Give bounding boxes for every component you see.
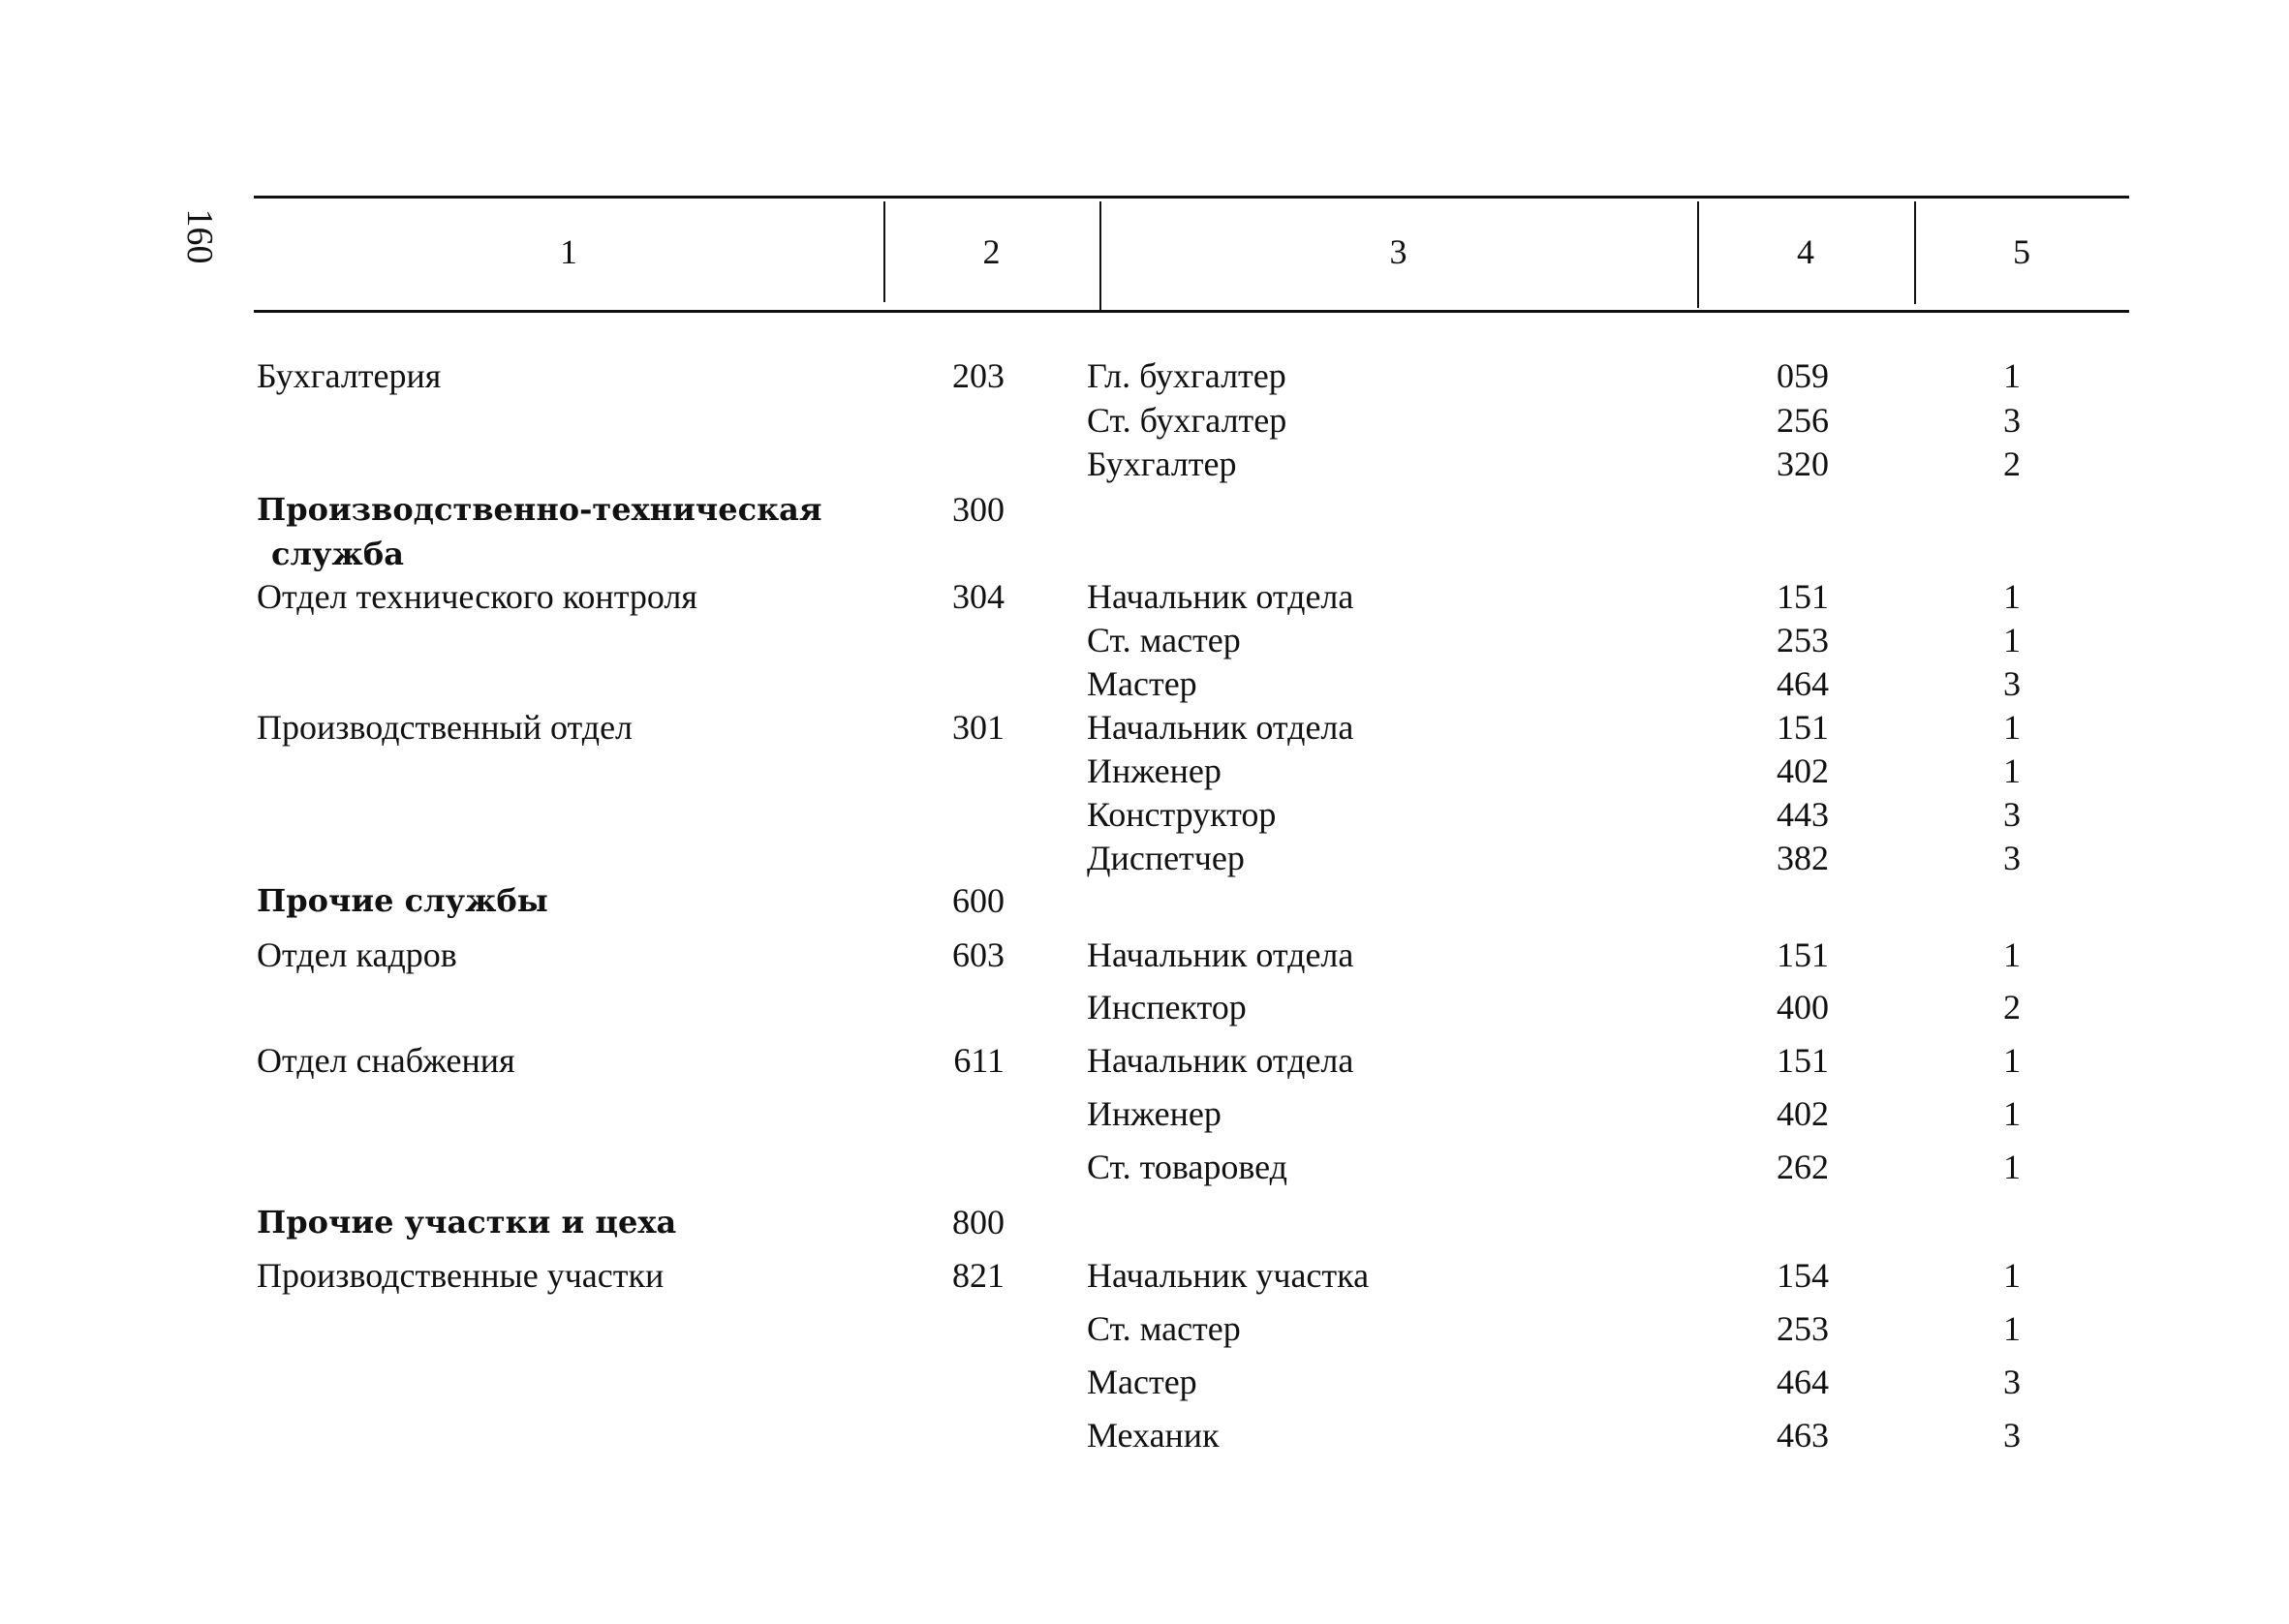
position-code: 151 <box>1777 1041 1829 1080</box>
header-bottom-rule <box>254 310 2129 313</box>
unit-name: Отдел снабжения <box>257 1041 515 1080</box>
position-count: 3 <box>2003 664 2021 703</box>
position-count: 3 <box>2003 839 2021 877</box>
position-code: 464 <box>1777 1363 1829 1401</box>
unit-code: 203 <box>952 356 1005 395</box>
position-title: Механик <box>1087 1416 1220 1455</box>
page-number: 160 <box>179 208 220 264</box>
position-count: 1 <box>2003 935 2021 974</box>
position-code: 154 <box>1777 1256 1829 1295</box>
position-count: 1 <box>2003 356 2021 395</box>
position-code: 402 <box>1777 751 1829 790</box>
position-count: 1 <box>2003 1309 2021 1348</box>
unit-name: Бухгалтерия <box>257 356 442 395</box>
unit-name: Производственно-техническая <box>257 491 822 528</box>
position-count: 2 <box>2003 988 2021 1026</box>
unit-code: 611 <box>953 1041 1005 1080</box>
position-code: 151 <box>1777 577 1829 616</box>
unit-name: служба <box>271 536 404 572</box>
position-title: Начальник отдела <box>1087 577 1354 616</box>
position-title: Мастер <box>1087 664 1197 703</box>
position-title: Ст. мастер <box>1087 621 1241 659</box>
position-title: Диспетчер <box>1087 839 1245 877</box>
position-count: 2 <box>2003 444 2021 483</box>
position-title: Ст. бухгалтер <box>1087 401 1287 440</box>
position-code: 256 <box>1777 401 1829 440</box>
position-code: 402 <box>1777 1094 1829 1133</box>
position-title: Начальник отдела <box>1087 708 1354 747</box>
position-title: Начальник отдела <box>1087 935 1354 974</box>
position-title: Конструктор <box>1087 795 1277 834</box>
position-count: 3 <box>2003 1363 2021 1401</box>
position-title: Начальник участка <box>1087 1256 1370 1295</box>
position-code: 320 <box>1777 444 1829 483</box>
position-code: 151 <box>1777 708 1829 747</box>
unit-code: 301 <box>952 708 1005 747</box>
position-count: 3 <box>2003 795 2021 834</box>
position-code: 151 <box>1777 935 1829 974</box>
unit-name: Производственный отдел <box>257 708 634 747</box>
position-code: 382 <box>1777 839 1829 877</box>
unit-name: Отдел кадров <box>257 935 457 974</box>
position-title: Инженер <box>1087 751 1222 790</box>
position-title: Ст. товаровед <box>1087 1148 1287 1186</box>
column-header: 1 <box>560 232 577 271</box>
position-title: Ст. мастер <box>1087 1309 1241 1348</box>
position-count: 1 <box>2003 1041 2021 1080</box>
position-title: Инженер <box>1087 1094 1222 1133</box>
unit-code: 800 <box>952 1203 1005 1241</box>
unit-name: Прочие службы <box>257 882 548 919</box>
position-title: Инспектор <box>1087 988 1247 1026</box>
position-count: 3 <box>2003 1416 2021 1455</box>
column-header: 2 <box>982 232 1001 271</box>
position-code: 443 <box>1777 795 1829 834</box>
unit-code: 304 <box>952 577 1005 616</box>
position-title: Бухгалтер <box>1087 444 1237 483</box>
position-code: 400 <box>1777 988 1829 1026</box>
unit-name: Прочие участки и цеха <box>257 1204 677 1241</box>
position-code: 253 <box>1777 1309 1829 1348</box>
unit-code: 600 <box>952 881 1005 920</box>
position-count: 1 <box>2003 708 2021 747</box>
position-code: 253 <box>1777 621 1829 659</box>
position-title: Начальник отдела <box>1087 1041 1354 1080</box>
position-code: 464 <box>1777 664 1829 703</box>
position-count: 1 <box>2003 1256 2021 1295</box>
position-count: 1 <box>2003 751 2021 790</box>
header-top-rule <box>254 196 2129 199</box>
position-count: 1 <box>2003 577 2021 616</box>
position-count: 1 <box>2003 621 2021 659</box>
position-code: 463 <box>1777 1416 1829 1455</box>
unit-code: 821 <box>952 1256 1005 1295</box>
column-header: 4 <box>1797 232 1814 271</box>
column-header: 3 <box>1389 232 1407 271</box>
position-count: 1 <box>2003 1094 2021 1133</box>
position-count: 1 <box>2003 1148 2021 1186</box>
position-title: Гл. бухгалтер <box>1087 356 1286 395</box>
unit-code: 603 <box>952 935 1005 974</box>
position-title: Мастер <box>1087 1363 1197 1401</box>
unit-name: Производственные участки <box>257 1256 665 1295</box>
position-count: 3 <box>2003 401 2021 440</box>
position-code: 059 <box>1777 356 1829 395</box>
unit-code: 300 <box>952 490 1005 529</box>
column-header: 5 <box>2013 232 2030 271</box>
position-code: 262 <box>1777 1148 1829 1186</box>
unit-name: Отдел технического контроля <box>257 577 697 616</box>
